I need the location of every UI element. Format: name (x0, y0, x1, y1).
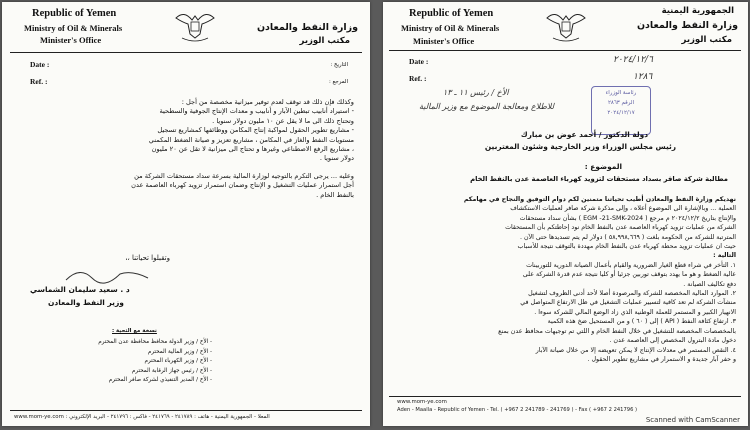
date-label: Date : (409, 57, 429, 66)
scanner-watermark: Scanned with CamScanner (645, 416, 740, 424)
body-line: أجل استمرار عمليات التشغيل و الإنتاج وضمان استمرار تزويد كهرباء العاصمة عدن (131, 181, 354, 190)
handwritten-note-2: للاطلاع ومعالجة الموضوع مع وزير المالية (419, 102, 555, 111)
body-line: بالنفط الخام . (316, 190, 354, 199)
body-line: منشآت الشركة لم تعد كافية لتسيير عمليات التشغيل في ظل الارتفاع المتواصل في (520, 299, 736, 307)
body-line: - استيراد أنابيب تبطين الآبار و أنابيب و معدات الإنتاج الجوفية والسطحية (159, 107, 354, 116)
body-line: وكذلك فإن ذلك قد توقف لعدم توفير ميزانية مخصصة من أجل : (181, 98, 354, 106)
body-line: الانهيار الكبير و المستمر للعملة الوطنية الذي زاد الوضع المالي للشركة سوءا . (534, 308, 736, 316)
date-label: Date : (30, 60, 50, 69)
office-name-en: Minister's Office (40, 35, 102, 45)
signature-mark (62, 264, 152, 286)
body-line: ٢. الموارد المالية المخصصة للشركة والمرصودة أصلا لأحد أدنى الظروف لتشغيل (528, 290, 736, 298)
yemen-eagle-emblem-icon (543, 8, 589, 46)
body-line: ، مشاريع الرفع الاصطناعي وغيرها و تحتاج الى ميزانية لا تقل عن ٢٠ مليون (151, 145, 354, 154)
copy-recipient: - الأخ / وزير الدولة محافظ محافظة عدن المحترم (98, 339, 212, 345)
ministry-name-ar: وزارة النفط والمعادن (256, 22, 358, 33)
stamp-date: ٢٠٢٤/١٢/١٧ (607, 110, 635, 116)
subject-label: الموضوع : (584, 162, 622, 171)
body-line: - مشاريع تطوير الحقول لمواكبة إنتاج المكامن ووظائفها كمشاريع تسجيل (157, 126, 354, 135)
copy-recipient: - الأخ / وزير المالية المحترم (147, 348, 212, 355)
footer-divider (389, 396, 741, 397)
date-label-ar: التاريخ : (330, 62, 348, 68)
body-line: و حفر آبار جديدة و الاستمرار في مشاريع تطوير الحقول . (587, 355, 736, 363)
office-name-en: Minister's Office (413, 36, 475, 46)
body-line: العملية ... وبالإشارة الى الموضوع أعلاه ، وإلى مذكرة شركة صافر لعمليات الاستكشاف (510, 205, 736, 213)
body-line: دفع تكاليف الصيانة . (683, 280, 736, 288)
ref-label: Ref. : (30, 77, 48, 86)
footer-address: Aden - Maalla - Republic of Yemen - Tel. ( +967 2 241789 - 241769 ) - Fax ( +967 2 241796 ) (397, 407, 638, 413)
closing-greeting: وتقبلوا تحياتنا ،، (125, 254, 170, 262)
body-greeting: نهديكم وزارة النفط والمعادن أطيب تحياتنا متمنين لكم دوام التوفيق والنجاح في مهامكم (463, 196, 736, 203)
body-line: بالمخصصات المخصصة للتشغيل في خلال النفط الخام و اللتي تم توجيهات محافظ عدن بمنع (498, 327, 736, 335)
country-name-ar: الجمهورية اليمنية (661, 6, 734, 16)
body-line: وعليه ... يرجى التكرم بالتوجيه لوزارة المالية بسرعة سداد مستحقات الشركة من (134, 171, 354, 180)
header-divider (389, 50, 741, 51)
signatory-name: د . سعيد سليمان الشماسي (30, 285, 130, 294)
copies-list (62, 338, 212, 386)
body-line: عالية الضغط و هو ما يهدد بتوقف توربين جزئيا أو كليا نتيجة عدم قدرة الشركة على (522, 271, 736, 279)
body-line: ٣. ارتفاع كثافة النفط ( API ) إلى ( ٦٠ ) و من المستحيل ضخ هذه الكمية (547, 318, 736, 326)
ministry-name-en: Ministry of Oil & Minerals (401, 23, 500, 33)
left-letter-page (2, 2, 370, 426)
yemen-eagle-emblem-icon (172, 8, 218, 46)
handwritten-ref: ١٢٨٦ (633, 72, 653, 82)
signatory-title: وزير النفط والمعادن (48, 298, 124, 307)
body-line: الشركة من عمليات تزويد كهرباء العاصمة عدن بالنفط الخام نود إحاطتكم بأن المستحقات (505, 224, 736, 232)
body-line: ١. التأخر في شراء قطع الغيار الضرورية والقيام بأعمال الصيانة الدورية للتوربينات (526, 261, 736, 269)
body-line: والإنتاج بتاريخ ٢٠٢٤/١٢/٢ م مرجع ( EGM -21-SMK-2024 ) بشأن سداد مستحقات (519, 214, 736, 222)
ministry-name-en: Ministry of Oil & Minerals (24, 23, 123, 33)
addressee-name: دولة الدكتور / أحمد عوض بن مبارك (520, 130, 648, 139)
body-line: وتحتاج ذلك الى ما لا يقل عن ١٠ مليون دولار سنويا . (212, 116, 354, 125)
body-line: مستويات النفط والغاز في المكامن ، مشاريع تعزيز و صيانة الضغط المكمني (148, 135, 354, 144)
header-divider (10, 52, 362, 53)
country-name-en: Republic of Yemen (409, 8, 494, 19)
letter-body (24, 98, 354, 200)
body-line: حيث ان عمليات تزويد محطة كهرباء عدن بالنفط الخام مهددة بالتوقف نتيجة للأسباب (517, 243, 736, 251)
registry-stamp (591, 86, 651, 135)
ref-label-ar: المرجع : (329, 79, 348, 85)
footer-contact: المعلا - الجمهورية اليمنية - هاتف : ٢٤١٧٨٩ - ٢٤١٧٦٩ - فاكس : ٢٤١٧٩٦ - البريد الإلكتروني : www.mom-ye.com (14, 414, 270, 420)
body-line: دخول مادة البترول المخصص إلى العاصمة عدن . (609, 337, 736, 345)
copy-recipient: - الأخ / رئيس جهاز الرقابة المحترم (131, 367, 212, 374)
country-name-en: Republic of Yemen (32, 8, 117, 19)
handwritten-note-1: الأخ / رئيس ١١ ـ ١٣ (443, 88, 509, 97)
office-name-ar: مكتب الوزير (299, 36, 350, 46)
footer-url: www.mom-ye.com (397, 399, 447, 405)
ministry-name-ar: وزارة النفط والمعادن (636, 20, 738, 31)
subject-text: مطالبة شركة صافر بسداد مستحقات لتزويد كهرباء العاصمة عدن بالنفط الخام (470, 175, 728, 183)
copy-recipient: - الأخ / المدير التنفيذي لشركة صافر المحترم (108, 377, 212, 384)
copies-title: نسخة مع التحية : (112, 328, 157, 334)
body-line: التالية : (713, 252, 736, 260)
stamp-title: رئاسة الوزراء (605, 90, 637, 96)
office-name-ar: مكتب الوزير (681, 35, 732, 45)
right-letter-page (383, 2, 748, 426)
body-line: دولار سنويا . (319, 154, 354, 163)
stamp-number: الرقم ٢٨٦٣ (607, 100, 635, 106)
addressee-title: رئيس مجلس الوزراء وزير الخارجية وشئون المغتربين (484, 142, 676, 151)
footer-divider (10, 410, 362, 411)
ref-label: Ref. : (409, 74, 427, 83)
body-line: المترتبة للشركة من الحكومة بلغت ( ٥٨,٩٩٨,٦٦٩ ) دولار لم يتم تسديدها حتى الآن . (519, 233, 736, 241)
letter-body (396, 195, 736, 364)
body-line: ٤. النقص المستمر في معدلات الإنتاج لا يمكن تعويضه إلا من خلال صيانة الآبار (535, 346, 736, 354)
handwritten-date: ٢٠٢٤/١٢/٦ (613, 55, 653, 65)
copy-recipient: - الأخ / وزير الكهرباء المحترم (144, 358, 212, 365)
